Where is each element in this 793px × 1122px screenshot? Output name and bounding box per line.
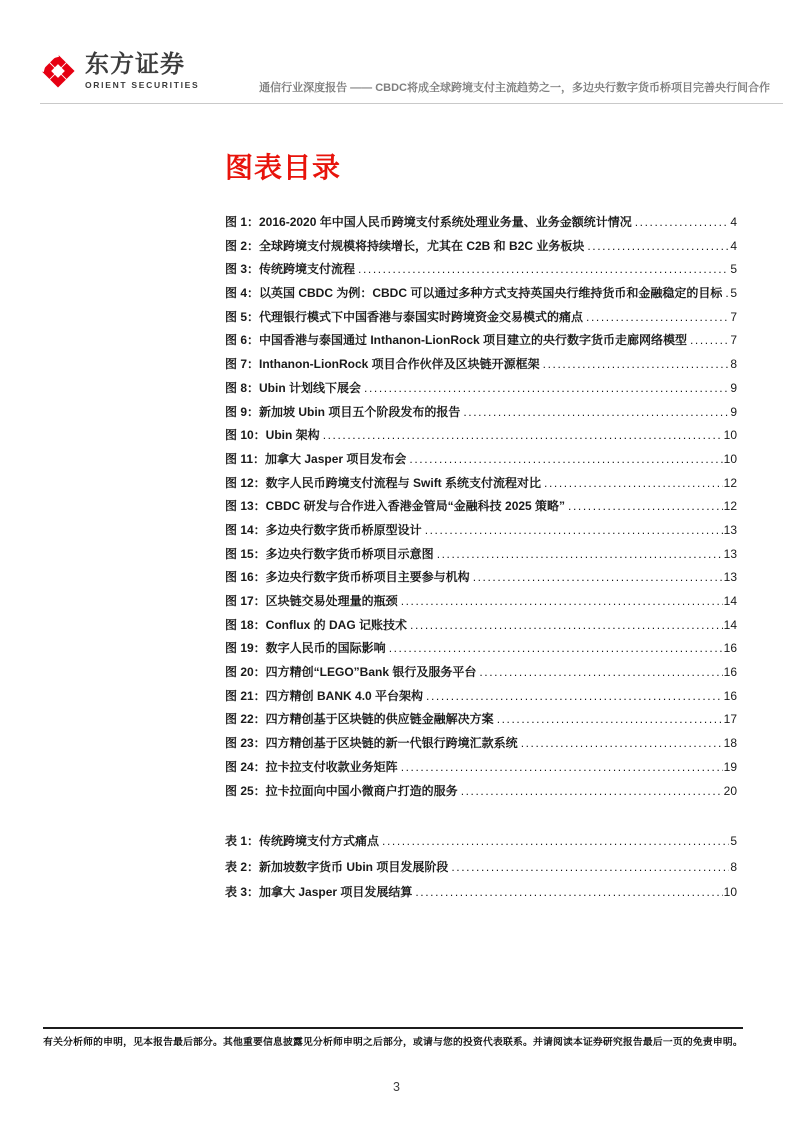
- toc-entry[interactable]: [225, 758, 737, 782]
- toc-dot-leader: [544, 476, 723, 490]
- toc-entry-page-number: 17: [723, 712, 737, 727]
- toc-entry-label: 图 19：数字人民币的国际影响: [225, 641, 386, 656]
- toc-dot-leader: [323, 428, 723, 442]
- toc-dot-leader: [725, 286, 729, 300]
- toc-entry-page-number: 16: [723, 641, 737, 656]
- toc-entry[interactable]: [225, 213, 737, 237]
- toc-entry-page-number: 7: [730, 309, 737, 324]
- toc-entry-label: 图 10：Ubin 架构: [225, 428, 320, 443]
- toc-entry-label: 图 15：多边央行数字货币桥项目示意图: [225, 546, 434, 561]
- toc-entry-label: 图 13：CBDC 研发与合作进入香港金管局“金融科技 2025 策略”: [225, 499, 566, 514]
- footer-disclaimer: 有关分析师的申明，见本报告最后部分。其他重要信息披露见分析师申明之后部分，或请与您的投资代表联系。并请阅读本证券研究报告最后一页的免责申明。: [43, 1037, 743, 1048]
- toc-entry[interactable]: [225, 521, 737, 545]
- toc-entry-page-number: 5: [730, 262, 737, 277]
- toc-entry-page-number: 13: [723, 522, 737, 537]
- toc-entry-page-number: 14: [723, 594, 737, 608]
- toc-dot-leader: [358, 262, 729, 276]
- toc-entry-page-number: 4: [730, 215, 737, 229]
- footer-divider: [43, 1027, 743, 1029]
- toc-dot-leader: [426, 689, 723, 703]
- toc-dot-leader: [586, 310, 729, 324]
- toc-dot-leader: [497, 712, 723, 726]
- header-report-title: 通信行业深度报告 —— CBDC将成全球跨境支付主流趋势之一，多边央行数字货币桥项目完善央行间合作: [259, 82, 770, 94]
- toc-entry-label: 表 1：传统跨境支付方式痛点: [225, 834, 380, 849]
- toc-entry-page-number: 14: [723, 617, 737, 632]
- toc-entry-page-number: 12: [723, 499, 737, 514]
- toc-entry[interactable]: [225, 260, 737, 284]
- toc-entry[interactable]: [225, 497, 737, 521]
- toc-dot-leader: [409, 452, 722, 466]
- toc-entry-page-number: 20: [723, 783, 737, 798]
- toc-section: [225, 150, 737, 909]
- toc-dot-leader: [401, 594, 723, 608]
- toc-entry-label: 图 4：以英国 CBDC 为例：CBDC 可以通过多种方式支持英国央行维持货币和金融稳定的目标: [225, 286, 723, 301]
- toc-entry[interactable]: [225, 403, 737, 427]
- toc-entry-label: 图 24：拉卡拉支付收款业务矩阵: [225, 759, 398, 774]
- toc-entry[interactable]: [225, 545, 737, 569]
- toc-entry-page-number: 16: [723, 665, 737, 680]
- toc-dot-leader: [410, 618, 723, 632]
- toc-dot-leader: [543, 357, 730, 371]
- toc-dot-leader: [415, 885, 722, 899]
- toc-entry-page-number: 16: [723, 688, 737, 703]
- toc-entry-label: 图 14：多边央行数字货币桥原型设计: [225, 522, 422, 537]
- toc-entry[interactable]: [225, 568, 737, 592]
- toc-entry[interactable]: [225, 308, 737, 332]
- toc-entry-label: 图 3：传统跨境支付流程: [225, 262, 356, 277]
- toc-dot-leader: [389, 641, 723, 655]
- toc-entry-page-number: 5: [730, 286, 737, 301]
- toc-entry[interactable]: [225, 379, 737, 403]
- toc-dot-leader: [568, 499, 723, 513]
- toc-entry-label: 图 5：代理银行模式下中国香港与泰国实时跨境资金交易模式的痛点: [225, 309, 584, 324]
- toc-entry-page-number: 8: [730, 357, 737, 372]
- brand-name-en: ORIENT SECURITIES: [85, 79, 200, 90]
- toc-entry-label: 图 8：Ubin 计划线下展会: [225, 380, 362, 395]
- toc-entry-page-number: 9: [730, 404, 737, 419]
- toc-entry[interactable]: [225, 858, 737, 884]
- toc-dot-leader: [425, 523, 723, 537]
- page-number: 3: [393, 1080, 400, 1094]
- toc-dot-leader: [473, 570, 723, 584]
- toc-entry-page-number: 10: [723, 428, 737, 443]
- toc-dot-leader: [364, 381, 729, 395]
- toc-entry-page-number: 12: [723, 475, 737, 490]
- toc-entry-page-number: 8: [730, 859, 737, 874]
- toc-entry[interactable]: [225, 710, 737, 734]
- toc-entry[interactable]: [225, 687, 737, 711]
- orient-securities-logo-icon: [40, 52, 76, 90]
- toc-entry-label: 图 2：全球跨境支付规模将持续增长，尤其在 C2B 和 B2C 业务板块: [225, 238, 585, 253]
- toc-entry-label: 图 1：2016-2020 年中国人民币跨境支付系统处理业务量、业务金额统计情况: [225, 215, 632, 229]
- toc-entry-label: 图 16：多边央行数字货币桥项目主要参与机构: [225, 570, 470, 585]
- table-toc-list: [225, 832, 737, 909]
- toc-entry-page-number: 10: [723, 451, 737, 466]
- toc-entry-page-number: 19: [723, 759, 737, 774]
- toc-dot-leader: [635, 215, 730, 229]
- toc-entry-label: 表 3：加拿大 Jasper 项目发展结算: [225, 885, 413, 900]
- toc-entry-label: 图 22：四方精创基于区块链的供应链金融解决方案: [225, 712, 494, 727]
- toc-dot-leader: [587, 239, 729, 253]
- toc-entry[interactable]: [225, 832, 737, 858]
- toc-dot-leader: [463, 405, 729, 419]
- toc-entry-page-number: 13: [723, 546, 737, 561]
- toc-dot-leader: [401, 760, 723, 774]
- toc-entry[interactable]: [225, 450, 737, 474]
- toc-entry-label: 图 9：新加坡 Ubin 项目五个阶段发布的报告: [225, 404, 461, 419]
- toc-entry-label: 图 6：中国香港与泰国通过 Inthanon-LionRock 项目建立的央行数字货币走廊网络模型: [225, 333, 687, 348]
- figure-toc-list: [225, 213, 737, 805]
- header-divider: [40, 103, 783, 104]
- toc-entry-label: 表 2：新加坡数字货币 Ubin 项目发展阶段: [225, 859, 449, 874]
- toc-dot-leader: [521, 736, 723, 750]
- toc-entry-label: 图 17：区块链交易处理量的瓶颈: [225, 594, 398, 608]
- toc-entry-label: 图 7：Inthanon-LionRock 项目合作伙伴及区块链开源框架: [225, 357, 540, 372]
- brand-text: [85, 50, 200, 90]
- toc-entry-label: 图 11：加拿大 Jasper 项目发布会: [225, 451, 407, 466]
- toc-entry[interactable]: [225, 331, 737, 355]
- brand-name-cn: 东方证券: [85, 50, 185, 78]
- toc-entry[interactable]: [225, 639, 737, 663]
- toc-dot-leader: [479, 665, 722, 679]
- toc-entry[interactable]: [225, 284, 737, 308]
- toc-dot-leader: [451, 860, 729, 874]
- toc-entry-label: 图 18：Conflux 的 DAG 记账技术: [225, 617, 408, 632]
- toc-entry-page-number: 13: [723, 570, 737, 585]
- toc-entry-page-number: 18: [723, 736, 737, 751]
- toc-entry[interactable]: [225, 474, 737, 498]
- toc-entry[interactable]: [225, 734, 737, 758]
- toc-entry[interactable]: [225, 782, 737, 806]
- toc-entry[interactable]: [225, 237, 737, 261]
- toc-entry[interactable]: [225, 883, 737, 909]
- toc-entry-page-number: 5: [730, 834, 737, 849]
- toc-entry-page-number: 10: [723, 885, 737, 900]
- orient-securities-logo: [40, 52, 199, 90]
- toc-entry-page-number: 7: [730, 333, 737, 348]
- toc-entry-label: 图 23：四方精创基于区块链的新一代银行跨境汇款系统: [225, 736, 518, 751]
- toc-dot-leader: [437, 547, 723, 561]
- toc-entry-label: 图 20：四方精创“LEGO”Bank 银行及服务平台: [225, 665, 477, 680]
- toc-entry[interactable]: [225, 616, 737, 640]
- toc-dot-leader: [461, 784, 723, 798]
- toc-dot-leader: [690, 333, 729, 347]
- toc-entry[interactable]: [225, 355, 737, 379]
- toc-dot-leader: [382, 834, 729, 848]
- toc-entry-label: 图 12：数字人民币跨境支付流程与 Swift 系统支付流程对比: [225, 475, 542, 490]
- toc-entry[interactable]: [225, 592, 737, 616]
- toc-entry[interactable]: [225, 426, 737, 450]
- toc-entry-page-number: 4: [730, 238, 737, 253]
- toc-entry-label: 图 21：四方精创 BANK 4.0 平台架构: [225, 688, 424, 703]
- toc-entry-page-number: 9: [730, 380, 737, 395]
- toc-entry-label: 图 25：拉卡拉面向中国小微商户打造的服务: [225, 783, 458, 798]
- toc-entry[interactable]: [225, 663, 737, 687]
- toc-section-title: 图表目录: [225, 152, 342, 183]
